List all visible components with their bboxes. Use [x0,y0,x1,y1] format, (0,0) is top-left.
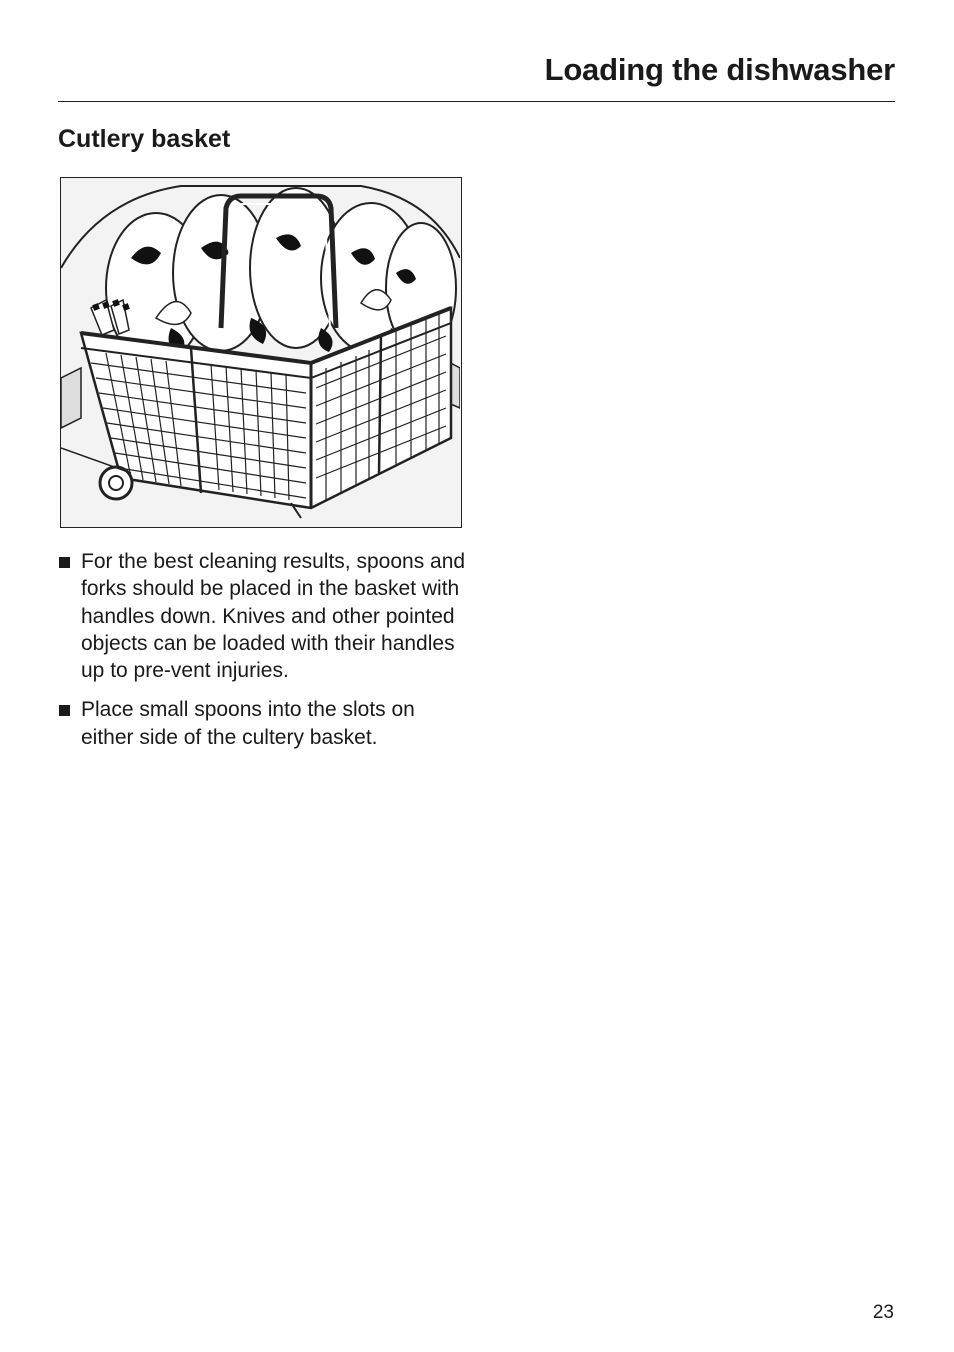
bullet-list [58,548,468,763]
page-title: Loading the dishwasher [544,52,895,87]
section-heading: Cutlery basket [58,125,231,153]
bullet-text: For the best cleaning results, spoons and forks should be placed in the basket with handles down. Knives and other pointed objects can be loaded with their handles up to pre-vent injuries. [81,550,466,683]
bullet-item [58,548,468,684]
page-number: 23 [872,1302,894,1323]
page-header [58,48,895,102]
square-bullet-icon [59,705,70,716]
bullet-text: Place small spoons into the slots on either side of the cultery basket. [81,698,415,749]
square-bullet-icon [59,557,70,568]
cutlery-basket-illustration [60,177,462,528]
bullet-item [58,696,468,751]
